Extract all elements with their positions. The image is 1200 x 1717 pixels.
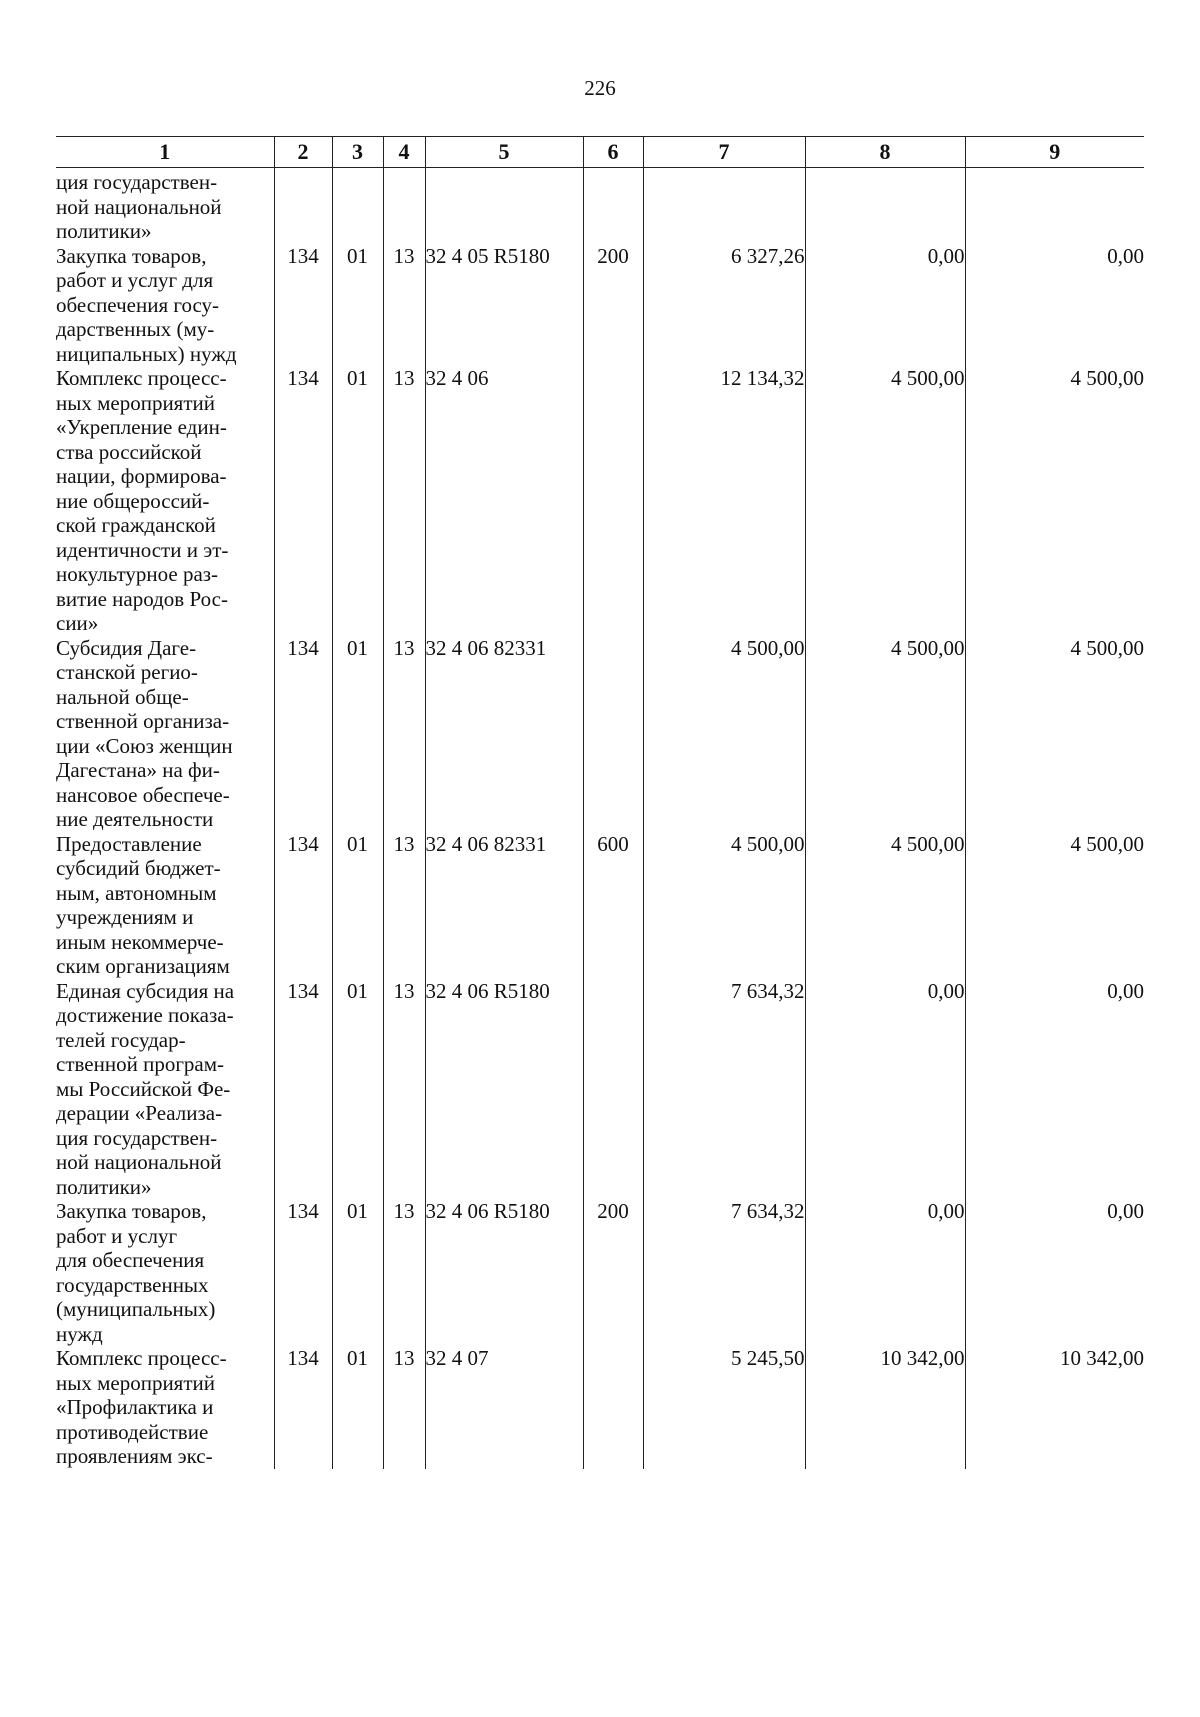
code-4-cell: 13 xyxy=(383,244,425,367)
row-name-cell: ция государствен- ной национальной политики» xyxy=(56,168,274,244)
table-row xyxy=(56,1346,1144,1469)
code-6-cell: 200 xyxy=(583,244,643,367)
code-6-cell xyxy=(583,636,643,832)
amount-8-cell: 10 342,00 xyxy=(805,1346,965,1469)
row-name-cell: Единая субсидия на достижение показа- телей государ- ственной програм- мы Российской Фе- дерации «Реализа- ция государствен- ной национальной политики» xyxy=(56,979,274,1200)
code-4-cell: 13 xyxy=(383,832,425,979)
code-5-cell: 32 4 05 R5180 xyxy=(425,244,583,367)
code-3-cell: 01 xyxy=(332,636,383,832)
row-name-cell: Комплекс процесс- ных мероприятий «Укрепление един- ства российской нации, формирова- ние общероссий- ской гражданской идентичности и эт- нокультурное раз- витие народов Рос- сии» xyxy=(56,366,274,636)
column-header-8: 8 xyxy=(805,137,965,168)
amount-9-cell: 4 500,00 xyxy=(965,636,1144,832)
code-5-cell: 32 4 07 xyxy=(425,1346,583,1469)
column-header-9: 9 xyxy=(965,137,1144,168)
table-row xyxy=(56,168,1144,244)
amount-9-cell: 10 342,00 xyxy=(965,1346,1144,1469)
code-3-cell: 01 xyxy=(332,832,383,979)
code-4-cell: 13 xyxy=(383,1346,425,1469)
code-5-cell: 32 4 06 82331 xyxy=(425,636,583,832)
column-header-2: 2 xyxy=(274,137,332,168)
table-row xyxy=(56,366,1144,636)
code-5-cell: 32 4 06 R5180 xyxy=(425,979,583,1200)
code-3-cell: 01 xyxy=(332,979,383,1200)
code-5-cell: 32 4 06 xyxy=(425,366,583,636)
amount-8-cell: 4 500,00 xyxy=(805,636,965,832)
code-3-cell xyxy=(332,168,383,244)
amount-8-cell: 4 500,00 xyxy=(805,832,965,979)
code-2-cell: 134 xyxy=(274,1346,332,1469)
column-header-6: 6 xyxy=(583,137,643,168)
amount-9-cell: 0,00 xyxy=(965,1199,1144,1346)
code-2-cell xyxy=(274,168,332,244)
code-4-cell: 13 xyxy=(383,366,425,636)
code-5-cell: 32 4 06 R5180 xyxy=(425,1199,583,1346)
amount-7-cell: 6 327,26 xyxy=(643,244,805,367)
code-3-cell: 01 xyxy=(332,1346,383,1469)
amount-8-cell: 0,00 xyxy=(805,1199,965,1346)
code-2-cell: 134 xyxy=(274,244,332,367)
budget-table xyxy=(56,136,1144,1469)
code-6-cell xyxy=(583,979,643,1200)
code-6-cell xyxy=(583,168,643,244)
amount-8-cell: 4 500,00 xyxy=(805,366,965,636)
row-name-cell: Закупка товаров, работ и услуг для обеспечения госу- дарственных (му- ниципальных) нужд xyxy=(56,244,274,367)
code-2-cell: 134 xyxy=(274,1199,332,1346)
amount-7-cell: 7 634,32 xyxy=(643,979,805,1200)
column-header-7: 7 xyxy=(643,137,805,168)
amount-7-cell: 12 134,32 xyxy=(643,366,805,636)
amount-7-cell: 5 245,50 xyxy=(643,1346,805,1469)
table-row xyxy=(56,1199,1144,1346)
code-4-cell: 13 xyxy=(383,636,425,832)
amount-9-cell: 0,00 xyxy=(965,244,1144,367)
code-6-cell xyxy=(583,366,643,636)
column-header-3: 3 xyxy=(332,137,383,168)
amount-9-cell: 4 500,00 xyxy=(965,832,1144,979)
code-2-cell: 134 xyxy=(274,366,332,636)
header-row xyxy=(56,137,1144,168)
code-4-cell: 13 xyxy=(383,979,425,1200)
amount-9-cell xyxy=(965,168,1144,244)
amount-9-cell: 0,00 xyxy=(965,979,1144,1200)
code-3-cell: 01 xyxy=(332,366,383,636)
budget-table-container xyxy=(56,136,1144,1469)
row-name-cell: Закупка товаров, работ и услуг для обеспечения государственных (муниципальных) нужд xyxy=(56,1199,274,1346)
amount-8-cell xyxy=(805,168,965,244)
code-4-cell: 13 xyxy=(383,1199,425,1346)
code-4-cell xyxy=(383,168,425,244)
code-2-cell: 134 xyxy=(274,636,332,832)
code-3-cell: 01 xyxy=(332,1199,383,1346)
code-3-cell: 01 xyxy=(332,244,383,367)
row-name-cell: Субсидия Даге- станской регио- нальной обще- ственной организа- ции «Союз женщин Дагестана» на фи- нансовое обеспече- ние деятельности xyxy=(56,636,274,832)
amount-8-cell: 0,00 xyxy=(805,244,965,367)
code-5-cell xyxy=(425,168,583,244)
page-number: 226 xyxy=(584,76,616,100)
amount-9-cell: 4 500,00 xyxy=(965,366,1144,636)
amount-7-cell xyxy=(643,168,805,244)
code-5-cell: 32 4 06 82331 xyxy=(425,832,583,979)
table-row xyxy=(56,832,1144,979)
table-row xyxy=(56,979,1144,1200)
code-2-cell: 134 xyxy=(274,832,332,979)
code-6-cell xyxy=(583,1346,643,1469)
amount-8-cell: 0,00 xyxy=(805,979,965,1200)
column-header-4: 4 xyxy=(383,137,425,168)
column-header-1: 1 xyxy=(56,137,274,168)
code-2-cell: 134 xyxy=(274,979,332,1200)
table-row xyxy=(56,636,1144,832)
table-body xyxy=(56,168,1144,1469)
row-name-cell: Комплекс процесс- ных мероприятий «Профилактика и противодействие проявлениям экс- xyxy=(56,1346,274,1469)
table-header xyxy=(56,137,1144,168)
code-6-cell: 200 xyxy=(583,1199,643,1346)
column-header-5: 5 xyxy=(425,137,583,168)
table-row xyxy=(56,244,1144,367)
code-6-cell: 600 xyxy=(583,832,643,979)
amount-7-cell: 4 500,00 xyxy=(643,832,805,979)
amount-7-cell: 4 500,00 xyxy=(643,636,805,832)
amount-7-cell: 7 634,32 xyxy=(643,1199,805,1346)
row-name-cell: Предоставление субсидий бюджет- ным, автономным учреждениям и иным некоммерче- ским организациям xyxy=(56,832,274,979)
